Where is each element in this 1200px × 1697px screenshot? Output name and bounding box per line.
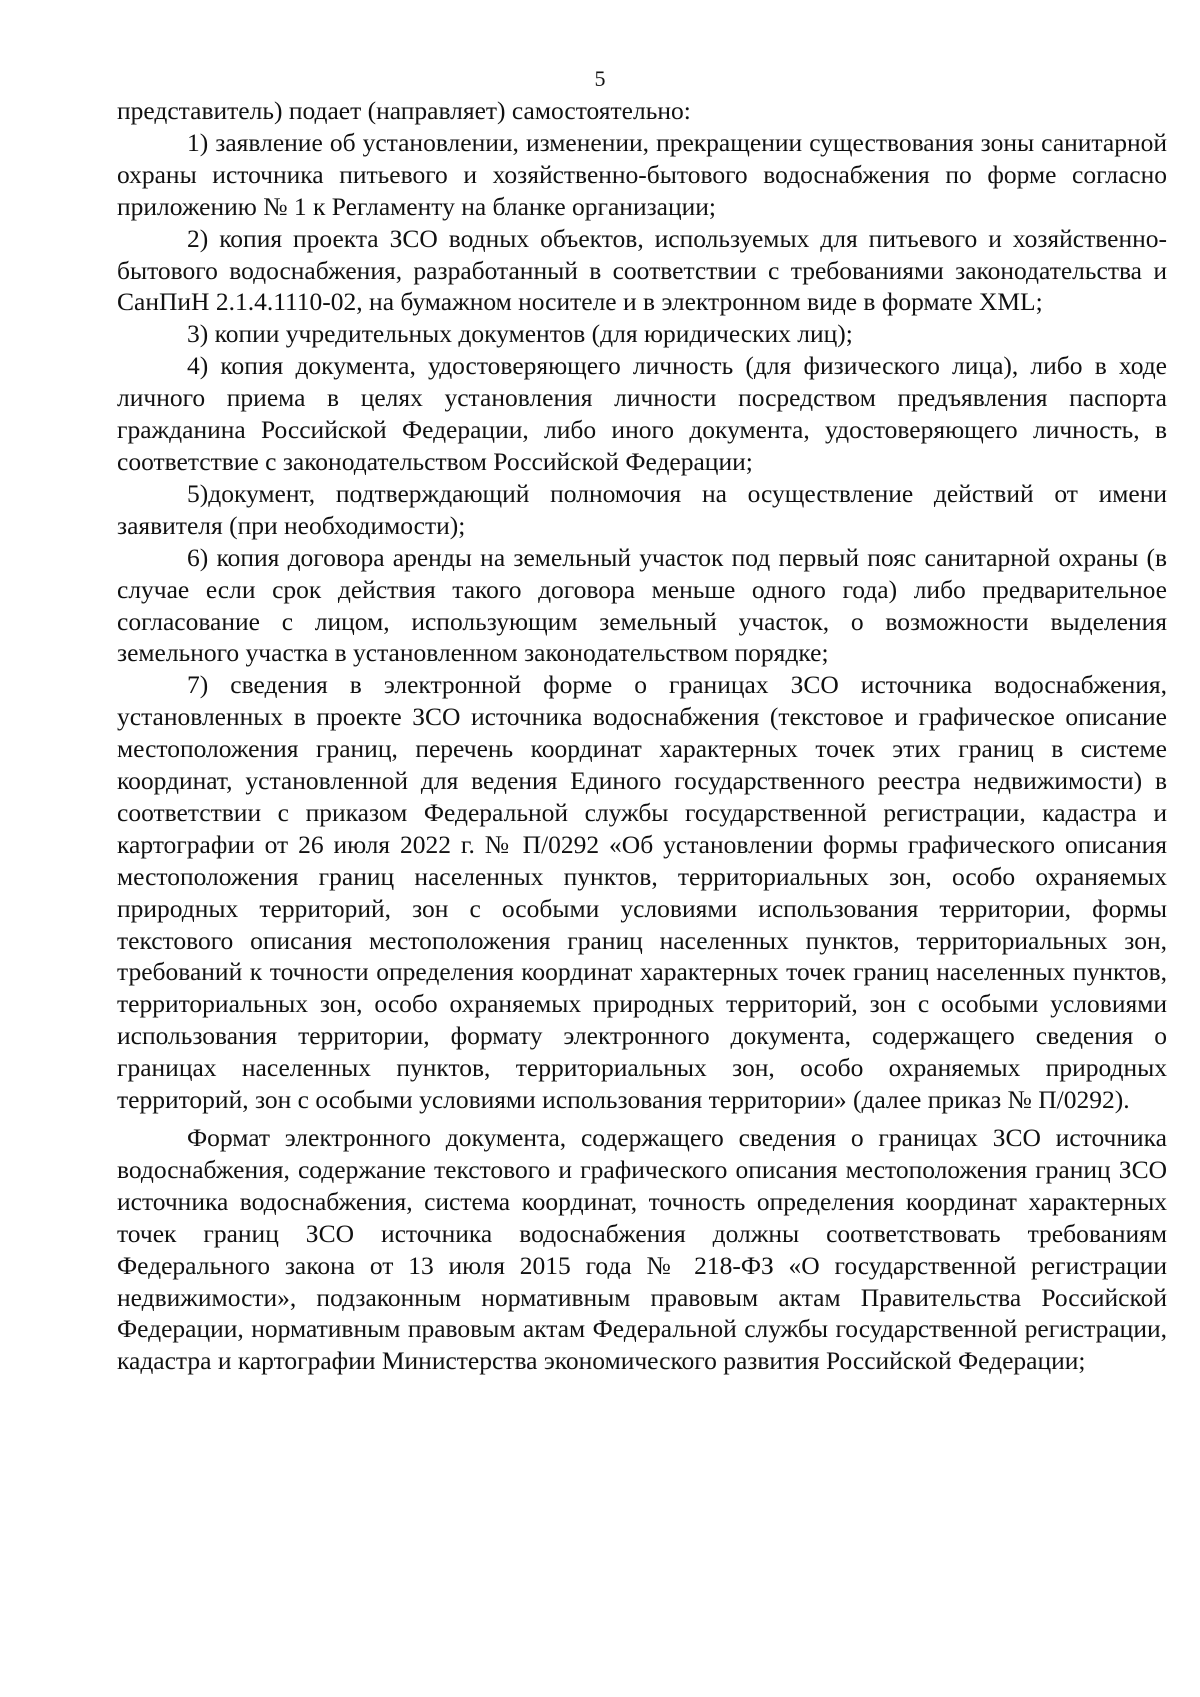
list-item-4: 4) копия документа, удостоверяющего личность (для физического лица), либо в ходе личного приема в целях установления личности посредством предъявления паспорта гражданина Российской Федерации, либо иного документа, удостоверяющего личность, в соответствие с законодательством Российской Федерации;	[117, 351, 1167, 476]
list-item-7: 7) сведения в электронной форме о границах ЗСО источника водоснабжения, установленных в проекте ЗСО источника водоснабжения (текстовое и графическое описание местоположения границ, перечень координат характерных точек этих границ в системе координат, установленной для ведения Единого государственного реестра недвижимости) в соответствии с приказом Федеральной службы государственной регистрации, кадастра и картографии от 26 июля 2022 г. № П/0292 «Об установлении формы графического описания местоположения границ населенных пунктов, территориальных зон, особо охраняемых природных территорий, зон с особыми условиями использования территории, формы текстового описания местоположения границ населенных пунктов, территориальных зон, требований к точности определения координат характерных точек границ населенных пунктов, территориальных зон, особо охраняемых природных территорий, зон с особыми условиями использования территории, формату электронного документа, содержащего сведения о границах населенных пунктов, территориальных зон, особо охраняемых природных территорий, зон с особыми условиями использования территории» (далее приказ № П/0292).	[117, 670, 1167, 1115]
paragraph-intro: представитель) подает (направляет) самостоятельно:	[117, 96, 691, 125]
document-body	[117, 95, 1167, 1377]
page-number: 5	[594, 66, 606, 91]
list-item-6: 6) копия договора аренды на земельный участок под первый пояс санитарной охраны (в случае если срок действия такого договора меньше одного года) либо предварительное согласование с лицом, использующим земельный участок, о возможности выделения земельного участка в установленном законодательством порядке;	[117, 542, 1167, 668]
paragraph-format-requirements: Формат электронного документа, содержащего сведения о границах ЗСО источника водоснабжения, содержание текстового и графического описания местоположения границ ЗСО источника водоснабжения, система координат, точность определения координат характерных точек границ ЗСО источника водоснабжения должны соответствовать требованиям Федерального закона от 13 июля 2015 года № 218-ФЗ «О государственной регистрации недвижимости», подзаконным нормативным правовым актам Правительства Российской Федерации, нормативным правовым актам Федеральной службы государственной регистрации, кадастра и картографии Министерства экономического развития Российской Федерации;	[117, 1123, 1167, 1376]
list-item-5: 5)документ, подтверждающий полномочия на осуществление действий от имени заявителя (при необходимости);	[117, 478, 1167, 540]
list-item-2: 2) копия проекта ЗСО водных объектов, используемых для питьевого и хозяйственно-бытового водоснабжения, разработанный в соответствии с требованиями законодательства и СанПиН 2.1.4.1110-02, на бумажном носителе и в электронном виде в формате XML;	[117, 223, 1167, 317]
list-item-1: 1) заявление об установлении, изменении, прекращении существования зоны санитарной охраны источника питьевого и хозяйственно-бытового водоснабжения по форме согласно приложению № 1 к Регламенту на бланке организации;	[117, 127, 1167, 221]
list-item-3: 3) копии учредительных документов (для юридических лиц);	[187, 319, 853, 349]
